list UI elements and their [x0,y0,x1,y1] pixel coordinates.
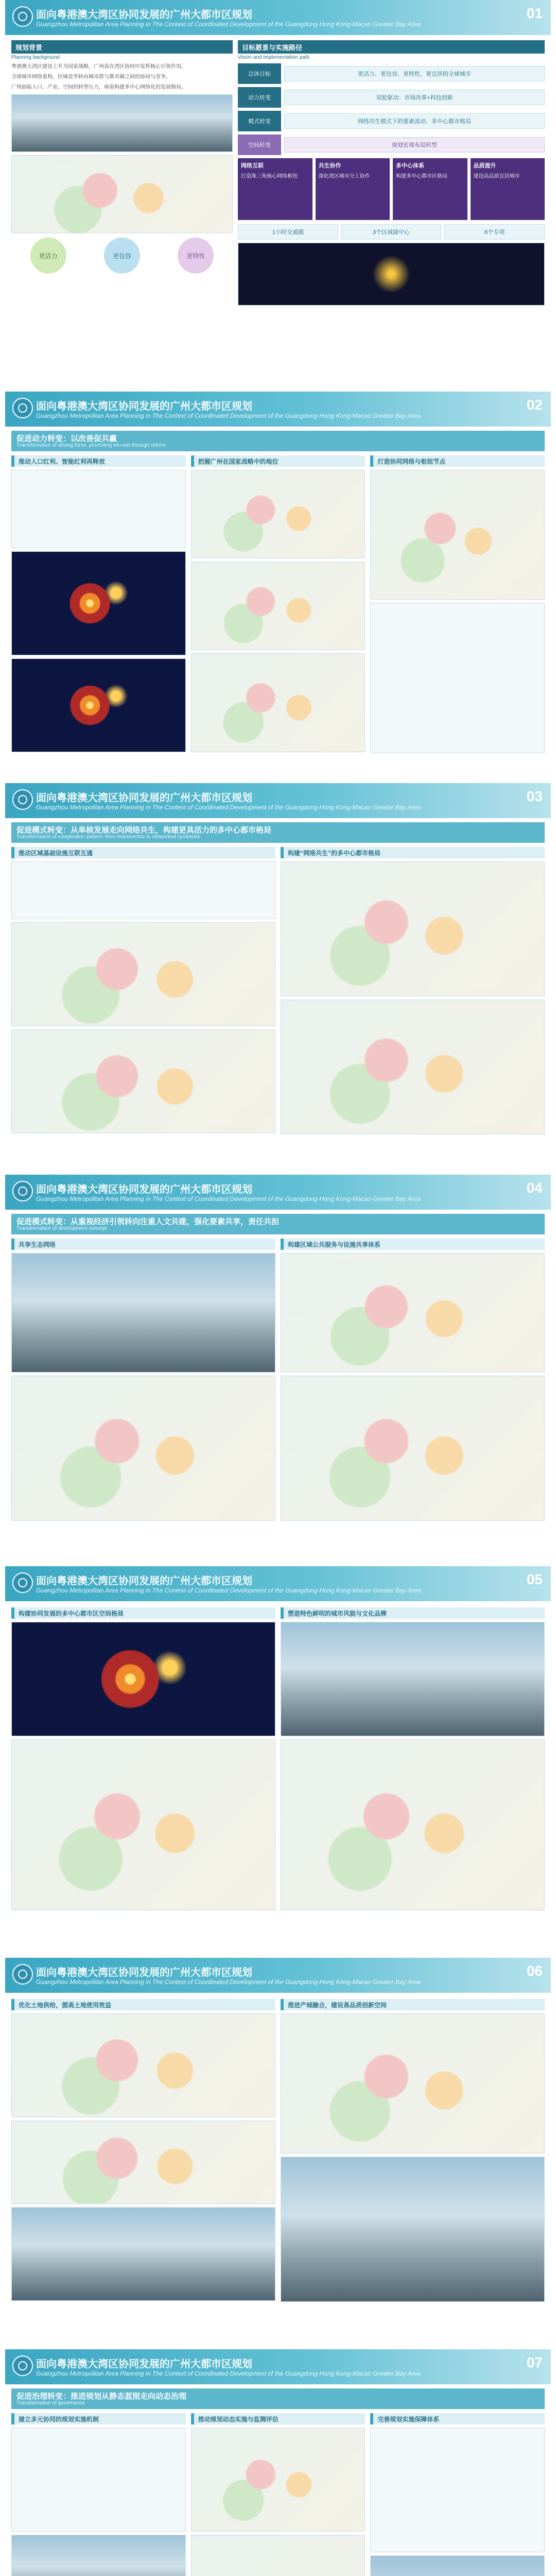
page-subtitle: Guangzhou Metropolitan Area Planning in The Context of Coordinated Development of the Guangdong-Hong Kong-Macao Greater Bay Area [36,1978,421,1986]
ring-map [281,999,545,1134]
column [191,455,366,756]
point-2: 全球城市网络重构，区域竞争转向城市群与都市圈之间的协同与竞争。 [11,74,171,80]
section-title: 促进模式转变：从单核发展走向网络共生，构建更具活力的多中心都市格局 [16,826,272,835]
goal-section [238,40,545,309]
page-subtitle: Guangzhou Metropolitan Area Planning in The Context of Coordinated Development of the Guangdong-Hong Kong-Macao Greater Bay Area [36,1195,421,1202]
page-number: 01 [526,5,543,21]
step-item: 1小时交通圈 [238,224,338,240]
section-title: 促进动力转变：以改善促共赢 [16,434,117,443]
page-title: 面向粤港澳大湾区协同发展的广州大都市区规划 [36,1184,252,1195]
innovation-render [281,2157,545,2302]
flow-diagram [11,861,275,919]
policy-document [370,2555,545,2576]
column-heading: 推动人口红利、智能红利再释放 [11,455,186,467]
point-1: 粤港澳大湾区建设上升为国家战略，广州需在湾区协同中发挥核心引领作用。 [11,64,186,70]
column-heading: 完善规划实施保障体系 [370,2413,545,2425]
platform-screenshot [11,2535,186,2576]
column-heading: 优化土地供给，提高土地使用效益 [11,1999,275,2010]
section-subtitle: Transformation of development concept [16,1226,107,1231]
strategy-card: 共生协作 深化湾区城市分工协作 [316,158,390,220]
section-banner [11,431,545,451]
city-photo [11,94,233,152]
logo-icon [12,2355,33,2376]
page-header [5,1566,551,1601]
page-number: 05 [526,1571,543,1587]
region-map [11,155,233,233]
page-1 [5,0,551,386]
page-4 [5,1175,551,1561]
page-2 [5,392,551,778]
section-subtitle: Vision and implementation path [238,55,310,60]
column [281,1239,545,1524]
logo-icon [12,6,33,27]
row-label: 模式转变 [238,111,281,131]
row-text: 网络共生模式下的要素流动、多中心都市格局 [284,113,545,129]
region-map [11,2121,275,2204]
column [11,2413,186,2576]
logo-icon [12,789,33,810]
column [281,1999,545,2305]
page-number: 04 [526,1180,543,1196]
land-use-map [11,2013,275,2117]
network-map [281,1253,545,1372]
page-header [5,0,551,35]
step-item: 3个区域副中心 [341,224,442,240]
page-subtitle: Guangzhou Metropolitan Area Planning in The Context of Coordinated Development of the Guangdong-Hong Kong-Macao Greater Bay Area [36,1587,421,1594]
section-title: 规划背景 [11,40,233,54]
value-circles [11,238,233,274]
column [11,1999,275,2305]
page-number: 07 [526,2354,543,2370]
column [11,847,275,1138]
row-label: 空间转变 [238,134,281,155]
chart-figure [11,470,186,548]
layer-diagram [370,603,545,753]
page-subtitle: Guangzhou Metropolitan Area Planning in The Context of Coordinated Development of the Guangdong-Hong Kong-Macao Greater Bay Area [36,2370,421,2377]
section-subtitle: Transformation of driving force: promoting win-win through reform [16,443,166,448]
section-title: 促进治理转变：推进规划从静态蓝图走向动态治理 [16,2392,187,2401]
section-banner [11,1214,545,1234]
page-title: 面向粤港澳大湾区协同发展的广州大都市区规划 [36,9,252,21]
column [370,455,545,756]
column [11,455,186,756]
column-heading: 建立多元协同的规划实施机制 [11,2413,186,2425]
implementation-map [191,2535,366,2576]
strategy-card: 网络互联 打造珠三角核心网络枢纽 [238,158,312,220]
section-subtitle: Transformation of cooperation pattern: from monocentric to networked symbiosis [16,834,200,840]
column-heading: 推动区域基础设施互联互通 [11,847,275,858]
page-subtitle: Guangzhou Metropolitan Area Planning in The Context of Coordinated Development of the Guangdong-Hong Kong-Macao Greater Bay Area [36,21,421,28]
page-header [5,1175,551,1210]
point-3: 广州面临人口、产业、空间的转型压力，亟需构建多中心网络化的发展格局。 [11,84,186,90]
column-heading: 打造协同网络与枢纽节点 [370,455,545,467]
page-title: 面向粤港澳大湾区协同发展的广州大都市区规划 [36,2359,252,2370]
logo-icon [12,1181,33,1201]
monitoring-map [191,2428,366,2532]
strategy-cards [238,158,545,220]
strategy-card: 品质提升 建设高品质宜居城市 [471,158,545,220]
row-text: 规划宏观布局转型 [284,137,545,152]
polycentric-map [281,861,545,996]
page-number: 06 [526,1963,543,1979]
night-map [11,1622,275,1736]
row-label: 动力转变 [238,87,281,108]
section-title: 目标愿景与实施路径 [238,40,545,54]
background-section [11,40,233,274]
culture-map [281,1739,545,1910]
section-banner [11,822,545,843]
page-number: 03 [526,788,543,804]
industry-map [281,2013,545,2154]
page-title: 面向粤港澳大湾区协同发展的广州大都市区规划 [36,401,252,412]
region-map [191,653,366,752]
page-title: 面向粤港澳大湾区协同发展的广州大都市区规划 [36,792,252,804]
page-header [5,2349,551,2384]
column-heading: 共享生态网络 [11,1239,275,1250]
column [11,1607,275,1913]
page-header [5,392,551,427]
column-heading: 构建区域公共服务与设施共享体系 [281,1239,545,1250]
governance-diagram [11,2428,186,2532]
mechanism-diagram [370,2428,545,2552]
ecology-map [11,1376,275,1521]
section-subtitle: Transformation of governance [16,2400,85,2406]
strategy-card: 多中心体系 构建多中心都市区格局 [393,158,467,220]
logo-icon [12,1964,33,1985]
column-heading: 推动规划动态实施与监测评估 [191,2413,366,2425]
page-header [5,1958,551,1993]
page-title: 面向粤港澳大湾区协同发展的广州大都市区规划 [36,1575,252,1587]
region-map [191,562,366,650]
column [370,2413,545,2576]
column-heading: 塑造特色鲜明的城市风貌与文化品牌 [281,1607,545,1619]
column [281,1607,545,1913]
concept-image [11,1253,275,1372]
circle-label: 更包容 [104,238,140,274]
china-map [191,470,366,558]
logo-icon [12,1572,33,1593]
heat-map [11,658,186,752]
page-subtitle: Guangzhou Metropolitan Area Planning in The Context of Coordinated Development of the Guangdong-Hong Kong-Macao Greater Bay Area [36,804,421,811]
page-number: 02 [526,397,543,413]
section-title: 促进模式转变：从重视经济引领转向注重人文共建，强化要素共享，责任共担 [16,1217,280,1226]
column-heading: 构建“网络共生”的多中心都市格局 [281,847,545,858]
night-aerial-image [238,243,545,306]
column [11,1239,275,1524]
column [281,847,545,1138]
column-heading: 推进产城融合，建设高品质创新空间 [281,1999,545,2010]
page-title: 面向粤港澳大湾区协同发展的广州大都市区规划 [36,1967,252,1978]
aerial-render [11,2207,275,2301]
page-6 [5,1958,551,2344]
landscape-photos [281,1622,545,1736]
row-text: 更活力、更包容、更特性、更宜居的全球城市 [284,66,545,81]
region-map [11,1029,275,1133]
column-heading: 构建协同发展的多中心都市区空间格局 [11,1607,275,1619]
step-item: 8个专项 [444,224,545,240]
circle-label: 更活力 [30,238,66,274]
page-subtitle: Guangzhou Metropolitan Area Planning in The Context of Coordinated Development of the Guangdong-Hong Kong-Macao Greater Bay Area [36,412,421,419]
page-3 [5,783,551,1170]
logo-icon [12,398,33,418]
section-banner [11,2388,545,2409]
facility-map [281,1376,545,1521]
circle-label: 更特性 [178,238,214,274]
transport-map [11,922,275,1026]
row-text: 双轮驱动：市场改革+科技创新 [284,90,545,105]
page-7 [5,2349,551,2576]
heat-map [11,551,186,655]
section-subtitle: Planning background [11,55,60,60]
spatial-structure-map [11,1739,275,1910]
page-5 [5,1566,551,1953]
column [191,2413,366,2576]
column-heading: 把握广州在国家战略中的地位 [191,455,366,467]
page-header [5,783,551,818]
row-label: 总体目标 [238,63,281,84]
network-map [370,470,545,600]
